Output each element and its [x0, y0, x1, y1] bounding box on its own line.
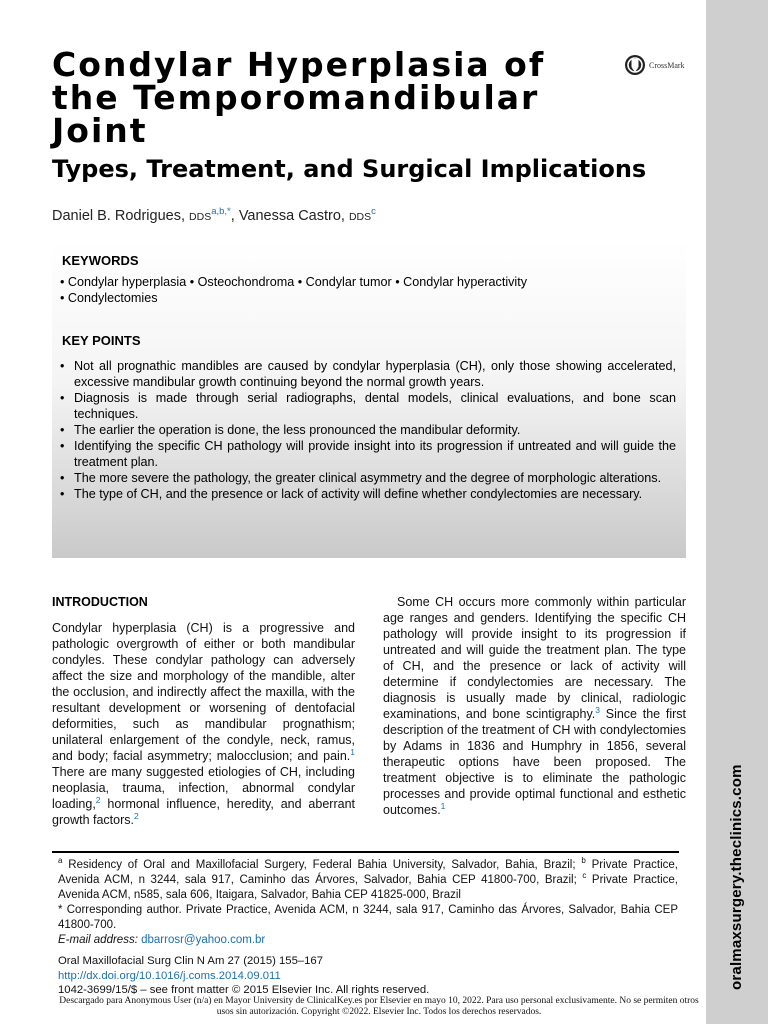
keywords-list — [60, 275, 670, 306]
paragraph-text: There are many suggested etiologies of CH, including neoplasia, trauma, infection, abnormal condylar loading, — [52, 765, 355, 811]
right-column — [383, 594, 686, 818]
reference-link[interactable]: 1 — [350, 746, 355, 757]
copyright-line: 1042-3699/15/$ – see front matter © 2015 Elsevier Inc. All rights reserved. — [58, 984, 430, 996]
affiliation-text: Private Practice, Avenida ACM, n585, sala 606, Itaigara, Salvador, Bahia CEP 41825-000, Brazil — [58, 874, 679, 901]
affiliation-marker: a — [58, 856, 63, 866]
introduction-paragraph-2 — [383, 594, 686, 818]
affiliation-marker: b — [581, 856, 586, 866]
email-link[interactable]: dbarrosr@yahoo.com.br — [141, 934, 266, 946]
key-points-list — [52, 358, 676, 502]
author-line — [52, 206, 376, 224]
article-subtitle: Types, Treatment, and Surgical Implications — [52, 155, 647, 183]
paragraph-text: Some CH occurs more commonly within particular age ranges and genders. Identifying the specific CH pathology will provide insight to its progression if untreated and will guide the treatment plan. The type of CH, and the presence or lack of activity will determine if condylectomies are necessary. The diagnosis is usually made by clinical, radiologic examinations, and bone scintigraphy. — [383, 595, 686, 721]
reference-link[interactable]: 2 — [133, 810, 139, 821]
journal-website[interactable]: oralmaxsurgery.theclinics.com — [728, 764, 745, 990]
author-2-degree: DDS — [348, 210, 372, 223]
key-point: • Identifying the specific CH pathology will provide insight into its progression if untreated and will guide the treatment plan. — [52, 438, 676, 470]
citation-block — [58, 954, 429, 998]
author-2-name: Vanessa Castro, — [238, 207, 345, 224]
key-point: • The type of CH, and the presence or lack of activity will define whether condylectomies are necessary. — [52, 486, 676, 502]
crossmark-label: CrossMark — [649, 60, 685, 70]
key-points-heading: KEY POINTS — [62, 333, 141, 348]
keywords-heading: KEYWORDS — [62, 253, 139, 268]
download-notice: Descargado para Anonymous User (n/a) en Mayor University de ClinicalKey.es por Elsevier en mayo 10, 2022. Para uso personal exclusivamente. No se permiten otros usos sin autorización. Copyright ©2022. Elsevier Inc. Todos los derechos reservados. — [59, 996, 699, 1017]
introduction-heading: INTRODUCTION — [52, 595, 148, 609]
author-2-affiliations[interactable]: c — [371, 206, 376, 217]
paragraph-text: Condylar hyperplasia (CH) is a progressive and pathologic overgrowth of either or both mandibular condyles. These condylar pathology can adversely affect the size and morphology of the mandible, alter the occlusion, and indirectly affect the maxilla, with the resultant development or worsening of dentofacial deformities, such as mandibular prognathism; unilateral enlargement of the condyle, neck, ramus, and body; facial asymmetry; malocclusion; and pain. — [52, 621, 355, 763]
journal-citation: Oral Maxillofacial Surg Clin N Am 27 (2015) 155–167 — [58, 955, 323, 967]
affiliation-marker: c — [582, 871, 587, 881]
keywords-keypoints-box — [52, 240, 686, 558]
introduction-paragraph-1 — [52, 620, 355, 828]
key-point: • Diagnosis is made through serial radiographs, dental models, clinical evaluations, and bone scan techniques. — [52, 390, 676, 422]
doi-link[interactable]: http://dx.doi.org/10.1016/j.coms.2014.09.011 — [58, 969, 281, 982]
affiliation-text: Private Practice, Avenida ACM, n 3244, sala 917, Caminho das Árvores, Salvador, Bahia CEP 41800-700, Brazil; — [58, 859, 678, 886]
reference-link[interactable]: 3 — [595, 704, 600, 715]
footnotes — [58, 858, 678, 948]
paragraph-text: hormonal influence, heredity, and aberrant growth factors. — [52, 797, 355, 827]
paragraph-text: Since the first description of the treatment of CH with condylectomies by Adams in 1836 and Humphry in 1856, several therapeutic options have been proposed. The treatment objective is to eliminate the pathologic processes and provide optimal functional and esthetic outcomes. — [383, 707, 687, 817]
keywords-line-2: • Condylectomies — [60, 290, 158, 305]
keywords-line-1: • Condylar hyperplasia • Osteochondroma • Condylar tumor • Condylar hyperactivity — [60, 275, 528, 289]
key-point: • The earlier the operation is done, the less pronounced the mandibular deformity. — [52, 422, 676, 438]
side-banner — [706, 0, 768, 1024]
affiliation-text: Residency of Oral and Maxillofacial Surgery, Federal Bahia University, Salvador, Bahia, Brazil; — [62, 859, 582, 871]
reference-link[interactable]: 1 — [440, 800, 446, 811]
article-title: Condylar Hyperplasia of the Temporomandibular Joint — [52, 45, 546, 150]
corresponding-author: * Corresponding author. Private Practice, Avenida ACM, n 3244, sala 917, Caminho das Árvores, Salvador, Bahia CEP 41800-700. — [58, 904, 678, 931]
author-1-degree: DDS — [189, 210, 212, 223]
key-point: • The more severe the pathology, the greater clinical asymmetry and the degree of morphologic alterations. — [52, 470, 676, 486]
left-column — [52, 594, 355, 828]
crossmark-badge[interactable] — [624, 54, 685, 76]
author-separator: , — [230, 207, 235, 224]
author-1-name: Daniel B. Rodrigues, — [52, 207, 185, 224]
email-label: E-mail address: — [58, 934, 138, 946]
key-point: • Not all prognathic mandibles are caused by condylar hyperplasia (CH), only those showing accelerated, excessive mandibular growth continuing beyond the normal growth years. — [52, 358, 676, 390]
email-line — [58, 933, 678, 948]
author-1-affiliations[interactable]: a,b,* — [211, 206, 231, 217]
affiliations — [58, 858, 678, 903]
crossmark-icon — [624, 54, 646, 76]
reference-link[interactable]: 2 — [95, 794, 101, 805]
footnote-divider — [52, 851, 679, 853]
